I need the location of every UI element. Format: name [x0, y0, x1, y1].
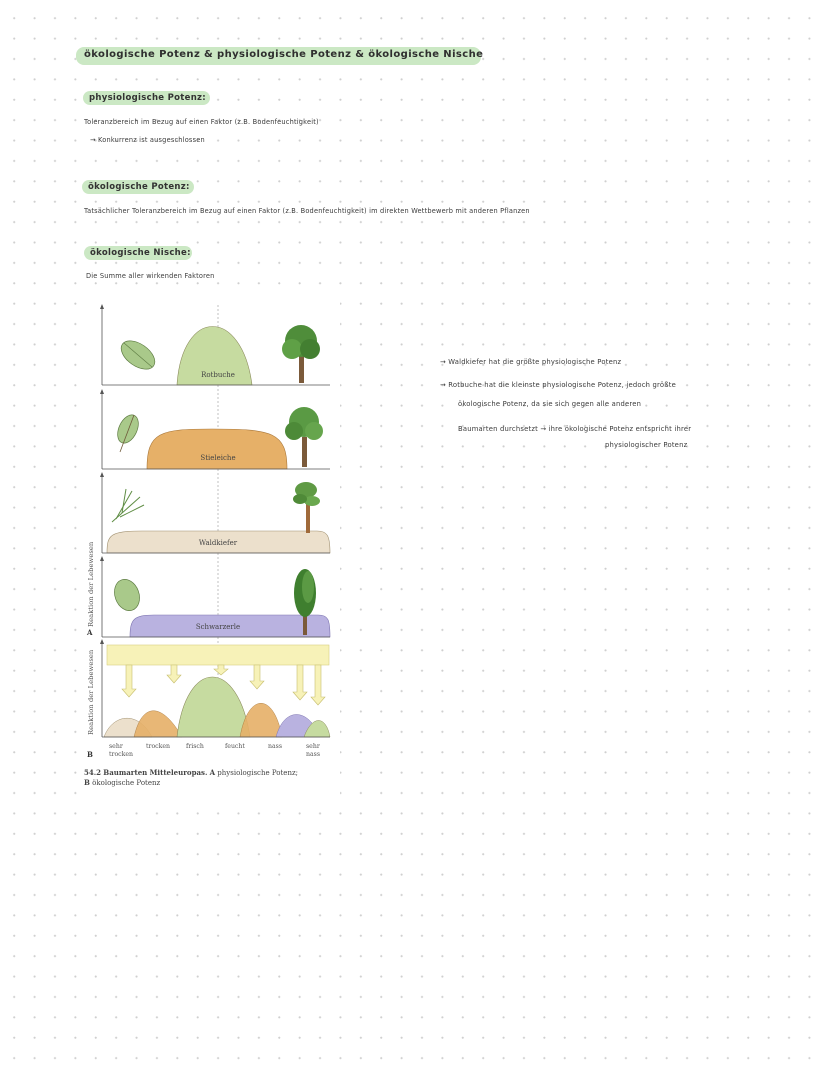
- x-tick-nass: nass: [268, 743, 283, 750]
- x-tick-frisch: frisch: [186, 743, 204, 750]
- waldkiefer-tree-icon: [293, 482, 320, 533]
- ecological-curve-rotbuche: [177, 677, 250, 737]
- x-tick-feucht: feucht: [225, 743, 245, 750]
- y-axis-label-b: Reaktion der Lebewesen: [87, 649, 95, 735]
- note-line-3: ökologische Potenz, da sie sich gegen alle anderen: [458, 400, 642, 408]
- ecological-curve-eiche-right: [240, 703, 282, 737]
- note-line-5: physiologischer Potenz: [605, 441, 688, 449]
- oak-leaf-icon: [114, 412, 143, 452]
- y-axis-label-a: Reaktion der Lebewesen: [87, 541, 95, 627]
- heading-niche: ökologische Nische:: [90, 248, 191, 258]
- x-tick-sehr-trocken: sehr trocken: [109, 743, 134, 758]
- alder-leaf-icon: [110, 576, 143, 614]
- ecological-curve-eiche-left: [134, 711, 182, 737]
- beech-leaf-icon: [116, 335, 160, 375]
- note-line-4: Baumarten durchsetzt → ihre ökologische Potenz entspricht ihrer: [458, 425, 692, 433]
- physiological-definition: Toleranzbereich im Bezug auf einen Faktor (z.B. Bodenfeuchtigkeit): [84, 118, 319, 126]
- page-title: ökologische Potenz & physiologische Potenz & ökologische Nische: [84, 49, 484, 60]
- physiological-note: → Konkurrenz ist ausgeschlossen: [90, 136, 205, 144]
- x-tick-trocken: trocken: [146, 743, 171, 750]
- figure-caption-line-1: 54.2 Baumarten Mitteleuropas. A physiologische Potenz;: [84, 768, 298, 777]
- factor-bar: [107, 645, 329, 665]
- label-waldkiefer: Waldkiefer: [198, 539, 238, 547]
- note-line-1: → Waldkiefer hat die größte physiologische Potenz: [440, 358, 622, 366]
- label-rotbuche: Rotbuche: [201, 371, 235, 379]
- pine-needles-icon: [112, 489, 144, 522]
- note-line-2: → Rotbuche hat die kleinste physiologische Potenz, jedoch größte: [440, 381, 676, 389]
- niche-definition: Die Summe aller wirkenden Faktoren: [86, 272, 215, 280]
- stieleiche-curve: [147, 429, 287, 469]
- label-schwarzerle: Schwarzerle: [195, 623, 241, 631]
- textbook-figure: [82, 297, 340, 795]
- letter-b: B: [87, 750, 93, 759]
- letter-a: A: [87, 628, 93, 637]
- rotbuche-tree-icon: [282, 325, 320, 383]
- heading-ecological: ökologische Potenz:: [88, 182, 190, 192]
- label-stieleiche: Stieleiche: [200, 454, 236, 462]
- stieleiche-tree-icon: [285, 407, 323, 467]
- figure-caption-line-2: B ökologische Potenz: [84, 778, 161, 787]
- heading-physiological: physiologische Potenz:: [89, 93, 207, 103]
- ecological-definition: Tatsächlicher Toleranzbereich im Bezug auf einen Faktor (z.B. Bodenfeuchtigkeit) im direkten Wettbewerb mit anderen Pflanzen: [84, 207, 530, 215]
- x-tick-sehr-nass: sehr nass: [306, 743, 321, 758]
